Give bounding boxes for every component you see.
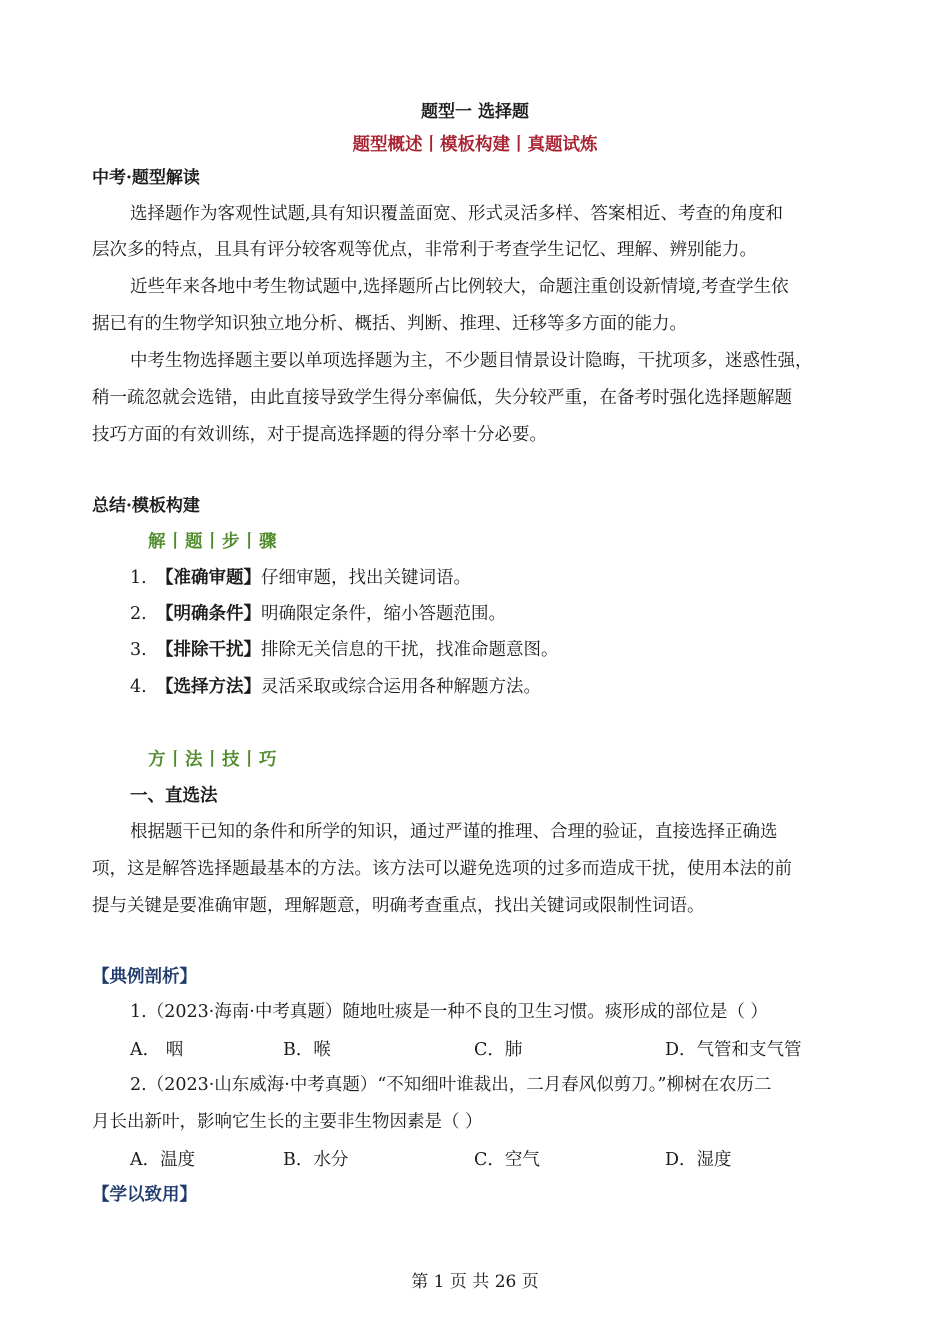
step-tag: 【明确条件】 — [156, 604, 261, 624]
page-title: 题型一 选择题 — [421, 102, 529, 122]
step-number: 4. — [130, 677, 147, 697]
step-text: 仔细审题，找出关键词语。 — [261, 568, 471, 588]
intro-paragraph-3-line-3: 技巧方面的有效训练，对于提高选择题的得分率十分必要。 — [92, 425, 547, 445]
step-number: 3. — [130, 640, 147, 660]
step-text: 灵活采取或综合运用各种解题方法。 — [261, 677, 541, 697]
q2-option-c: C．空气 — [474, 1150, 540, 1170]
intro-paragraph-2-line-1: 近些年来各地中考生物试题中,选择题所占比例较大，命题注重创设新情境,考查学生依 — [130, 277, 789, 297]
method-1-heading: 一、直选法 — [130, 786, 218, 806]
methods-title: 方丨法丨技丨巧 — [148, 750, 278, 770]
practice-heading: 【学以致用】 — [92, 1185, 197, 1205]
q2-option-b: B．水分 — [283, 1150, 349, 1170]
template-heading: 总结·模板构建 — [92, 496, 200, 516]
intro-paragraph-2-line-2: 据已有的生物学知识独立地分析、概括、判断、推理、迁移等多方面的能力。 — [92, 314, 687, 334]
q1-option-a: A． 咽 — [130, 1040, 184, 1060]
question-1: 1.（2023·海南·中考真题）随地吐痰是一种不良的卫生习惯。痰形成的部位是（ ） — [130, 1002, 768, 1022]
method-1-line-2: 项，这是解答选择题最基本的方法。该方法可以避免选项的过多而造成干扰，使用本法的前 — [92, 859, 792, 879]
step-tag: 【准确审题】 — [156, 568, 261, 588]
step-item — [130, 566, 858, 590]
step-tag: 【选择方法】 — [156, 677, 261, 697]
steps-title: 解丨题丨步丨骤 — [148, 532, 278, 552]
intro-heading: 中考·题型解读 — [92, 168, 200, 188]
intro-paragraph-1-line-1: 选择题作为客观性试题,具有知识覆盖面宽、形式灵活多样、答案相近、考查的角度和 — [130, 204, 784, 224]
step-item — [130, 602, 858, 626]
q1-option-c: C．肺 — [474, 1040, 523, 1060]
intro-paragraph-3-line-2: 稍一疏忽就会选错，由此直接导致学生得分率偏低，失分较严重，在备考时强化选择题解题 — [92, 388, 792, 408]
page-number: 第 1 页 共 26 页 — [411, 1272, 539, 1292]
q2-option-d: D．湿度 — [665, 1150, 732, 1170]
step-item — [130, 638, 858, 662]
intro-paragraph-1-line-2: 层次多的特点，且具有评分较客观等优点，非常利于考查学生记忆、理解、辨别能力。 — [92, 240, 757, 260]
examples-heading: 【典例剖析】 — [92, 967, 197, 987]
method-1-line-3: 提与关键是要准确审题，理解题意，明确考查重点，找出关键词或限制性词语。 — [92, 896, 705, 916]
question-2-line-2: 月长出新叶，影响它生长的主要非生物因素是（ ） — [92, 1112, 483, 1132]
q1-option-d: D．气管和支气管 — [665, 1040, 802, 1060]
step-text: 明确限定条件，缩小答题范围。 — [261, 604, 506, 624]
method-1-line-1: 根据题干已知的条件和所学的知识，通过严谨的推理、合理的验证，直接选择正确选 — [130, 822, 778, 842]
step-item — [130, 675, 858, 699]
question-2-line-1: 2.（2023·山东威海·中考真题）“不知细叶谁裁出，二月春风似剪刀。”柳树在农历二 — [130, 1075, 772, 1095]
q1-option-b: B．喉 — [283, 1040, 331, 1060]
step-number: 2. — [130, 604, 147, 624]
page-subtitle: 题型概述丨模板构建丨真题试炼 — [352, 135, 598, 155]
step-text: 排除无关信息的干扰，找准命题意图。 — [261, 640, 559, 660]
step-number: 1. — [130, 568, 147, 588]
q2-option-a: A．温度 — [130, 1150, 196, 1170]
intro-paragraph-3-line-1: 中考生物选择题主要以单项选择题为主，不少题目情景设计隐晦，干扰项多，迷惑性强， — [130, 351, 813, 371]
step-tag: 【排除干扰】 — [156, 640, 261, 660]
